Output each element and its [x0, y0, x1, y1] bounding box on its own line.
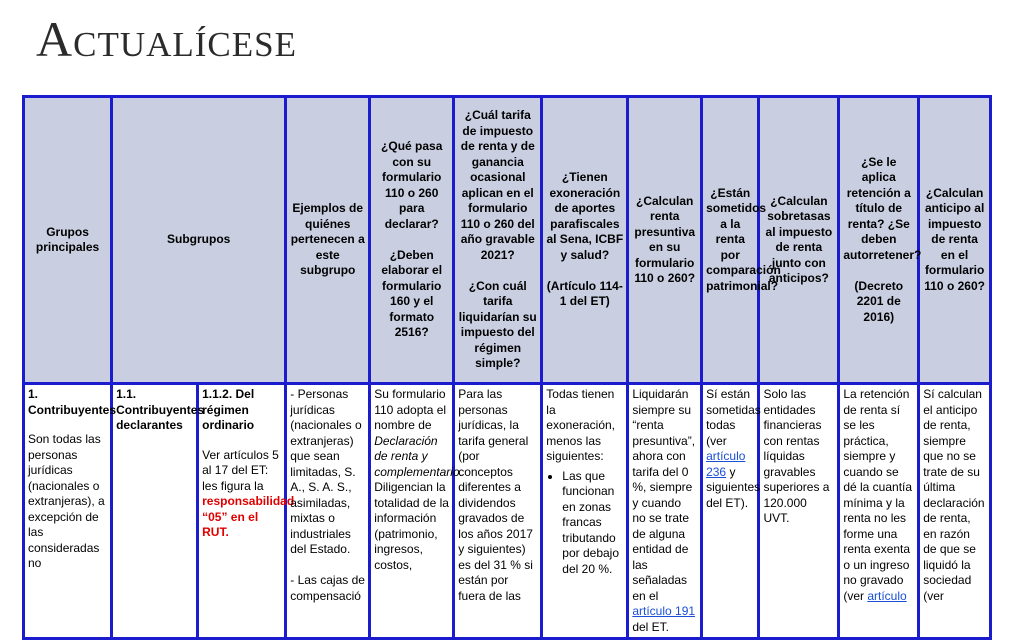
presuntiva-text-a: Liquidarán siempre su “renta presuntiva”, ahora con tarifa del 0 %, siempre y cuando no se trate de alguna entidad de las señaladas en el	[632, 387, 696, 603]
header-grupos: Grupos principales	[24, 97, 112, 384]
cell-sobretasas: Solo las entidades financieras con rentas líquidas gravables superiores a 120.000 UVT.	[759, 384, 839, 639]
header-row	[24, 97, 991, 384]
regime-text	[202, 447, 295, 541]
article-link[interactable]: artículo	[867, 588, 907, 603]
site-logo: Actualícese	[36, 11, 297, 67]
patrimonial-text-b: y siguientes del ET).	[706, 464, 761, 510]
table-row	[24, 384, 991, 639]
subgroup-title: 1.1. Contribuyentes declarantes	[116, 387, 205, 432]
cell-ejemplos: - Personas jurídicas (nacionales o extranjeras) que sean limitadas, S. A., S. A. S., asimiladas, mixtas o industriales del Estado. - Las cajas de compensació	[286, 384, 370, 639]
group-title: 1. Contribuyentes	[28, 387, 117, 417]
header-exoneracion: ¿Tienen exoneración de aportes parafiscales al Sena, ICBF y salud? (Artículo 114-1 del ET)	[542, 97, 628, 384]
exoneration-text: Todas tienen la exoneración, menos las siguientes:	[546, 387, 616, 463]
cell-anticipo: Sí calculan el anticipo de renta, siempre que no se trate de su última declaración de renta, en razón de que se liquidó la sociedad (ver	[919, 384, 991, 639]
presuntiva-text-b: del ET.	[632, 619, 670, 634]
cell-exoneracion	[542, 384, 628, 639]
regime-title: 1.1.2. Del régimen ordinario	[202, 387, 255, 432]
cell-formulario	[370, 384, 463, 639]
header-ejemplos: Ejemplos de quiénes pertenecen a este subgrupo	[286, 97, 370, 384]
form-text-b: Diligencian la totalidad de la información (patrimonio, ingresos, costos,	[374, 480, 449, 572]
exoneration-list	[546, 469, 623, 578]
tax-comparison-table	[22, 95, 992, 640]
header-comparacion-patrimonial: ¿Están sometidos a la renta por comparación patrimonial?	[702, 97, 759, 384]
cell-presuntiva	[628, 384, 702, 639]
article-191-link[interactable]: artículo 191	[632, 604, 696, 618]
cell-comparacion	[702, 384, 759, 639]
header-presuntiva: ¿Calculan renta presuntiva en su formulario 110 o 260?	[628, 97, 702, 384]
form-name-italic: Declaración de renta y complementario.	[374, 433, 463, 479]
form-text-a: Su formulario 110 adopta el nombre de	[374, 387, 447, 432]
regime-rut-responsibility: responsabilidad “05” en el RUT.	[202, 494, 295, 539]
patrimonial-text-a: Sí están sometidas todas (ver	[706, 387, 761, 448]
cell-retencion	[839, 384, 919, 639]
cell-grupo	[24, 384, 117, 639]
cell-subgrupo-1	[112, 384, 205, 639]
retention-text: La retención de renta sí se les práctica, siempre y cuando se dé la cuantía mínima y la renta no les forme una renta exenta o un ingreso no gravado (ver	[843, 387, 913, 603]
header-tarifa: ¿Cuál tarifa de impuesto de renta y de ganancia ocasional aplican en el formulario 110 o 260 del año gravable 2021? ¿Con cuál tarifa liquidarían su impuesto del régimen simple?	[454, 97, 542, 384]
cell-tarifa: Para las personas jurídicas, la tarifa general (por conceptos diferentes a dividendos gravados de los años 2017 y siguientes) es del 31 % si están por fuera de las	[454, 384, 542, 639]
cell-subgrupo-2	[198, 384, 295, 639]
exoneration-item: • Las que funcionan en zonas francas tributando por debajo del 20 %.	[562, 469, 623, 578]
header-retencion: ¿Se le aplica retención a título de renta? ¿Se deben autorretener? (Decreto 2201 de 2016)	[839, 97, 919, 384]
article-236-link[interactable]: artículo 236	[706, 449, 746, 479]
header-formulario: ¿Qué pasa con su formulario 110 o 260 para declarar? ¿Deben elaborar el formulario 160 y el formato 2516?	[370, 97, 454, 384]
regime-text-plain: Ver artículos 5 al 17 del ET: les figura la	[202, 447, 279, 493]
header-subgrupos: Subgrupos	[112, 97, 286, 384]
header-sobretasas: ¿Calculan sobretasas al impuesto de renta junto con anticipos?	[759, 97, 839, 384]
header-anticipo: ¿Calculan anticipo al impuesto de renta en el formulario 110 o 260?	[919, 97, 991, 384]
group-description: Son todas las personas jurídicas (nacionales o extranjeras), a excepción de las consideradas no	[28, 432, 105, 570]
